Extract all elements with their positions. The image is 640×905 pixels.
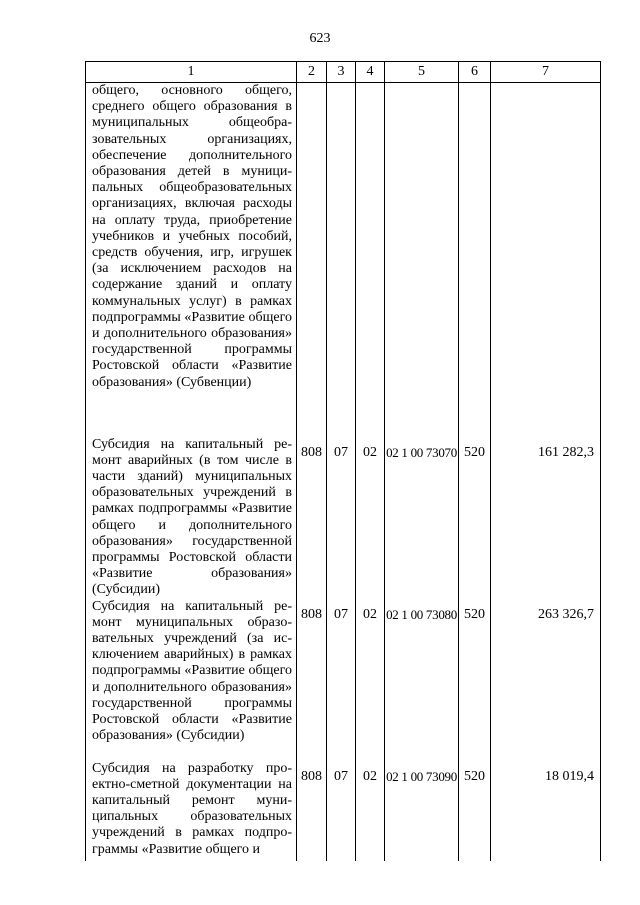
row-expense-type bbox=[459, 83, 491, 437]
row-amount: 18 019,4 bbox=[491, 761, 601, 861]
row-subsection: 02 bbox=[356, 437, 385, 599]
row-subsection: 02 bbox=[356, 761, 385, 861]
row-expense-type: 520 bbox=[459, 599, 491, 761]
row-description: Субсидия на капитальный ремонт аварийных (в том числе в части зданий) муниципальных образовательных учреждений в рамках подпрограммы «Развитие общего и дополнительного образования» государственной программы Ростовской области «Развитие образования» (Субсидии) bbox=[86, 437, 297, 599]
row-subsection: 02 bbox=[356, 599, 385, 761]
row-target-article: 02 1 00 73080 bbox=[385, 599, 459, 761]
table-row bbox=[86, 599, 601, 761]
column-header: 1 bbox=[86, 62, 297, 83]
row-expense-type: 520 bbox=[459, 761, 491, 861]
row-section: 07 bbox=[327, 437, 356, 599]
row-ministry: 808 bbox=[297, 599, 327, 761]
row-section bbox=[327, 83, 356, 437]
row-amount: 161 282,3 bbox=[491, 437, 601, 599]
row-section: 07 bbox=[327, 599, 356, 761]
column-header: 4 bbox=[356, 62, 385, 83]
header-row bbox=[86, 62, 601, 83]
row-target-article: 02 1 00 73090 bbox=[385, 761, 459, 861]
row-target-article bbox=[385, 83, 459, 437]
table-row bbox=[86, 437, 601, 599]
column-header: 5 bbox=[385, 62, 459, 83]
table-row bbox=[86, 761, 601, 861]
row-ministry: 808 bbox=[297, 437, 327, 599]
column-header: 6 bbox=[459, 62, 491, 83]
row-subsection bbox=[356, 83, 385, 437]
row-description: Субсидия на разработку проектно-сметной документации на капитальный ремонт муниципальных образовательных учреждений в рамках подпрограммы «Развитие общего и bbox=[86, 761, 297, 861]
row-ministry: 808 bbox=[297, 761, 327, 861]
page-number: 623 bbox=[309, 31, 331, 46]
budget-table bbox=[85, 61, 601, 861]
row-description: Субсидия на капитальный ремонт муниципальных образовательных учреждений (за исключением аварийных) в рамках подпрограммы «Развитие общего и дополнительного образования» государственной программы Ростовской области «Развитие образования» (Субсидии) bbox=[86, 599, 297, 761]
column-header: 3 bbox=[327, 62, 356, 83]
table-row bbox=[86, 83, 601, 437]
row-amount: 263 326,7 bbox=[491, 599, 601, 761]
row-description: общего, основного общего, среднего общего образования в муниципальных общеобразовательных организациях, обеспечение дополнительного образования детей в муниципальных общеобразовательных организациях, включая расходы на оплату труда, приобретение учебников и учебных пособий, средств обучения, игр, игрушек (за исключением расходов на содержание зданий и оплату коммунальных услуг) в рамках подпрограммы «Развитие общего и дополнительного образования» государственной программы Ростовской области «Развитие образования» (Субвенции) bbox=[86, 83, 297, 437]
row-section: 07 bbox=[327, 761, 356, 861]
row-amount bbox=[491, 83, 601, 437]
row-ministry bbox=[297, 83, 327, 437]
row-expense-type: 520 bbox=[459, 437, 491, 599]
row-target-article: 02 1 00 73070 bbox=[385, 437, 459, 599]
column-header: 2 bbox=[297, 62, 327, 83]
column-header: 7 bbox=[491, 62, 601, 83]
